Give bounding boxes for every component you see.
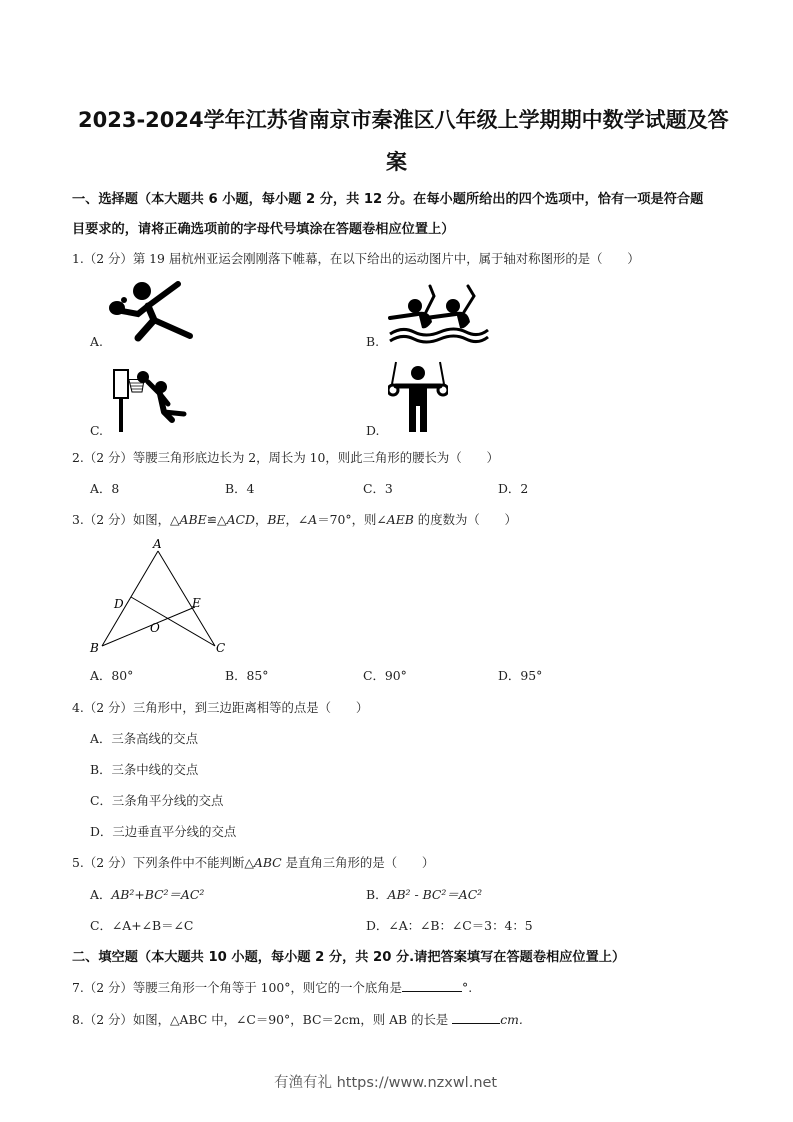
section2-header: 二、填空题（本大题共 10 小题，每小题 2 分，共 20 分.请把答案填写在答题卷相应位置上） — [72, 950, 626, 965]
q8-suffix: cm. — [500, 1012, 523, 1027]
question-4-stem: 4.（2 分）三角形中，到三边距离相等的点是（ ） — [72, 700, 369, 715]
q1-option-d-label: D. — [366, 423, 380, 438]
q1-option-b-label: B. — [366, 334, 380, 349]
synchronized-swimming-icon — [388, 282, 490, 346]
question-2-stem: 2.（2 分）等腰三角形底边长为 2，周长为 10，则此三角形的腰长为（ ） — [72, 450, 499, 465]
q3-stem-abe: ABE — [179, 512, 207, 527]
q5-option-d-expr: ∠A：∠B：∠C＝3：4：5 — [388, 918, 533, 933]
triangle-figure — [86, 534, 236, 658]
question-8 — [72, 1010, 523, 1028]
q5-option-c-label: C． — [90, 918, 112, 933]
q3-option-c: C．90° — [363, 668, 407, 683]
q3-stem-suffix: 的度数为（ ） — [413, 512, 517, 527]
q5-stem-abc: ABC — [253, 855, 282, 870]
q3-stem-congruent: ≌△ — [206, 512, 227, 527]
vertex-b-label: B — [90, 641, 99, 655]
question-7 — [72, 978, 472, 996]
q8-stem: 8.（2 分）如图，△ABC 中，∠C＝90°，BC＝2cm，则 AB 的长是 — [72, 1012, 453, 1027]
section1-header-line1: 一、选择题（本大题共 6 小题，每小题 2 分，共 12 分。在每小题所给出的四个选项中，恰有一项是符合题 — [72, 192, 704, 207]
q3-stem-a: A — [308, 512, 318, 527]
q3-stem-prefix: 3.（2 分）如图，△ — [72, 512, 180, 527]
q5-option-b-label: B． — [366, 887, 388, 902]
q5-stem-prefix: 5.（2 分）下列条件中不能判断△ — [72, 855, 254, 870]
q5-option-a-label: A． — [90, 887, 112, 902]
question-3-stem — [72, 510, 517, 528]
q3-option-a: A．80° — [90, 668, 134, 683]
point-e-label: E — [192, 596, 201, 610]
q5-option-c-expr: ∠A+∠B＝∠C — [111, 918, 194, 933]
footer-watermark[interactable]: 有渔有礼 https://www.nzxwl.net — [274, 1075, 498, 1091]
point-d-label: D — [114, 597, 124, 611]
q1-option-a-label: A. — [90, 334, 103, 349]
q7-answer-blank[interactable] — [402, 979, 462, 992]
q4-option-a: A．三条高线的交点 — [90, 731, 199, 746]
q3-stem-acd: ACD — [226, 512, 255, 527]
document-title-line1: 2023-2024学年江苏省南京市秦淮区八年级上学期期中数学试题及答 — [78, 108, 729, 132]
question-1-stem: 1.（2 分）第 19 届杭州亚运会刚刚落下帷幕，在以下给出的运动图片中，属于轴对称图形的是（ ） — [72, 251, 640, 266]
basketball-icon — [112, 368, 192, 434]
q8-answer-blank[interactable] — [452, 1011, 500, 1024]
q3-stem-sep1: ， — [254, 512, 268, 527]
q5-option-b — [366, 885, 482, 903]
q3-stem-angle: ，∠ — [285, 512, 309, 527]
document-title-line2: 案 — [386, 150, 407, 174]
q5-stem-suffix: 是直角三角形的是（ ） — [281, 855, 435, 870]
q5-option-a — [90, 885, 204, 903]
q2-option-d: D．2 — [498, 481, 529, 496]
q4-option-b: B．三条中线的交点 — [90, 762, 199, 777]
q3-stem-aeb: AEB — [386, 512, 414, 527]
point-o-label: O — [150, 621, 160, 635]
table-tennis-icon — [108, 278, 203, 342]
q3-option-b: B．85° — [225, 668, 269, 683]
q4-option-c: C．三条角平分线的交点 — [90, 793, 224, 808]
gymnastics-rings-icon — [388, 358, 448, 434]
vertex-c-label: C — [216, 641, 226, 655]
q4-option-d: D．三边垂直平分线的交点 — [90, 824, 237, 839]
q2-option-a: A．8 — [90, 481, 120, 496]
q2-option-b: B．4 — [225, 481, 255, 496]
q3-stem-be: BE — [267, 512, 286, 527]
q5-option-b-expr: AB² - BC²＝AC² — [387, 887, 483, 902]
section1-header-line2: 目要求的，请将正确选项前的字母代号填涂在答题卷相应位置上） — [72, 222, 455, 237]
q3-stem-value: ＝70°，则∠ — [317, 512, 387, 527]
q5-option-c — [90, 916, 193, 934]
q7-suffix: °. — [462, 980, 473, 995]
q5-option-d — [366, 916, 533, 934]
q7-stem: 7.（2 分）等腰三角形一个角等于 100°，则它的一个底角是 — [72, 980, 403, 995]
question-5-stem — [72, 853, 434, 871]
q2-option-c: C．3 — [363, 481, 393, 496]
q1-option-c-label: C. — [90, 423, 103, 438]
q5-option-d-label: D． — [366, 918, 389, 933]
q3-option-d: D．95° — [498, 668, 543, 683]
q5-option-a-expr: AB²+BC²＝AC² — [111, 887, 205, 902]
vertex-a-label: A — [153, 537, 162, 551]
